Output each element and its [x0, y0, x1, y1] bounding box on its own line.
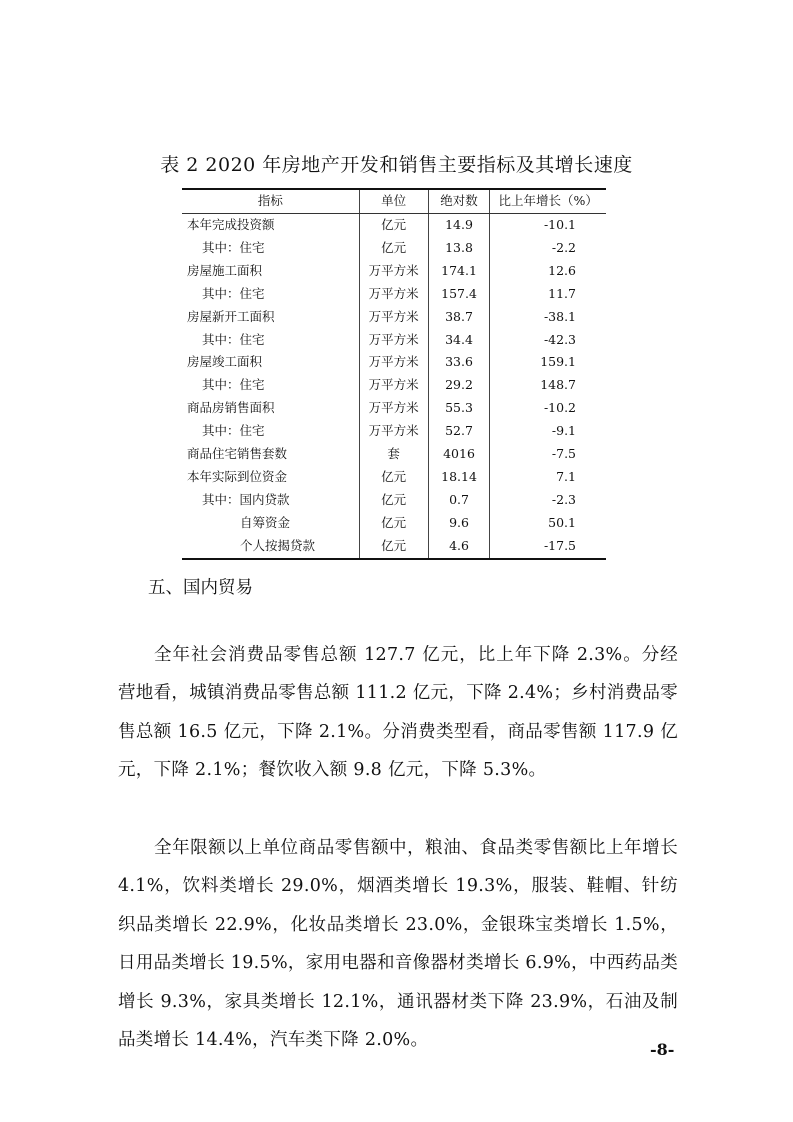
cell-indicator: 房屋新开工面积: [187, 308, 275, 324]
cell-unit: 万平方米: [359, 329, 428, 352]
table-body: [182, 214, 606, 559]
header-indicator: 指标: [182, 189, 359, 214]
table-row: [182, 466, 606, 489]
cell-unit: 万平方米: [359, 420, 428, 443]
cell-growth: -38.1: [490, 306, 606, 329]
table-row: [182, 443, 606, 466]
cell-growth: -10.2: [490, 397, 606, 420]
cell-indicator: 自筹资金: [240, 514, 291, 530]
cell-growth: -10.1: [490, 214, 606, 237]
cell-value: 9.6: [428, 512, 490, 535]
section-heading: 五、国内贸易: [148, 578, 253, 598]
cell-growth: -7.5: [490, 443, 606, 466]
cell-value: 4016: [428, 443, 490, 466]
cell-unit: 亿元: [359, 489, 428, 512]
table-row: [182, 283, 606, 306]
table-row: [182, 260, 606, 283]
table-row: [182, 535, 606, 559]
table-row: [182, 214, 606, 237]
table-header-row: [182, 189, 606, 214]
cell-value: 34.4: [428, 329, 490, 352]
cell-value: 13.8: [428, 237, 490, 260]
cell-unit: 亿元: [359, 214, 428, 237]
paragraph-retail-categories: 全年限额以上单位商品零售额中，粮油、食品类零售额比上年增长 4.1%，饮料类增长 29.0%，烟酒类增长 19.3%，服装、鞋帽、针纺织品类增长 22.9%，化妆品类增长 23.0%，金银珠宝类增长 1.5%，日用品类增长 19.5%，家用电器和音像器材类增长 6.9%，中西药品类增长 9.3%，家具类增长 12.1%，通讯器材类下降 23.9%，石油及制品类增长 14.4%，汽车类下降 2.0%。: [118, 837, 678, 1050]
table-row: [182, 512, 606, 535]
table-row: [182, 237, 606, 260]
cell-indicator: 房屋竣工面积: [187, 354, 263, 370]
cell-unit: 万平方米: [359, 306, 428, 329]
cell-indicator: 其中：住宅: [202, 423, 265, 439]
cell-growth: -2.2: [490, 237, 606, 260]
cell-indicator: 其中：国内贷款: [202, 491, 290, 507]
cell-indicator: 本年实际到位资金: [187, 468, 288, 484]
cell-value: 38.7: [428, 306, 490, 329]
real-estate-table: [182, 188, 606, 560]
paragraph-retail-total: 全年社会消费品零售总额 127.7 亿元，比上年下降 2.3%。分经营地看，城镇消费品零售总额 111.2 亿元，下降 2.4%；乡村消费品零售总额 16.5 亿元，下降 2.1%。分消费类型看，商品零售额 117.9 亿元，下降 2.1%；餐饮收入额 9.8 亿元，下降 5.3%。: [118, 644, 678, 780]
header-growth: 比上年增长（%）: [490, 189, 606, 214]
table-title: 表 2 2020 年房地产开发和销售主要指标及其增长速度: [160, 154, 633, 176]
cell-growth: 159.1: [490, 351, 606, 374]
cell-growth: 12.6: [490, 260, 606, 283]
cell-growth: -2.3: [490, 489, 606, 512]
cell-growth: -17.5: [490, 535, 606, 559]
header-value: 绝对数: [428, 189, 490, 214]
cell-growth: 7.1: [490, 466, 606, 489]
table-row: [182, 374, 606, 397]
cell-unit: 亿元: [359, 466, 428, 489]
page-number: -8-: [650, 1040, 675, 1059]
cell-indicator: 商品住宅销售套数: [187, 446, 288, 462]
cell-unit: 万平方米: [359, 397, 428, 420]
cell-unit: 万平方米: [359, 351, 428, 374]
cell-value: 174.1: [428, 260, 490, 283]
header-unit: 单位: [359, 189, 428, 214]
cell-unit: 亿元: [359, 535, 428, 559]
table-row: [182, 329, 606, 352]
cell-value: 33.6: [428, 351, 490, 374]
cell-growth: -42.3: [490, 329, 606, 352]
cell-value: 0.7: [428, 489, 490, 512]
table-row: [182, 306, 606, 329]
cell-indicator: 其中：住宅: [202, 285, 265, 301]
cell-unit: 万平方米: [359, 283, 428, 306]
cell-growth: 50.1: [490, 512, 606, 535]
table-row: [182, 351, 606, 374]
table-row: [182, 397, 606, 420]
cell-value: 55.3: [428, 397, 490, 420]
cell-indicator: 其中：住宅: [202, 239, 265, 255]
cell-value: 29.2: [428, 374, 490, 397]
cell-indicator: 其中：住宅: [202, 331, 265, 347]
cell-value: 14.9: [428, 214, 490, 237]
cell-unit: 亿元: [359, 237, 428, 260]
cell-indicator: 房屋施工面积: [187, 262, 263, 278]
cell-value: 18.14: [428, 466, 490, 489]
cell-growth: -9.1: [490, 420, 606, 443]
table-row: [182, 420, 606, 443]
cell-unit: 亿元: [359, 512, 428, 535]
cell-growth: 148.7: [490, 374, 606, 397]
cell-value: 52.7: [428, 420, 490, 443]
cell-value: 4.6: [428, 535, 490, 559]
cell-unit: 万平方米: [359, 260, 428, 283]
table-row: [182, 489, 606, 512]
cell-indicator: 本年完成投资额: [187, 217, 275, 232]
cell-indicator: 个人按揭贷款: [240, 537, 316, 553]
cell-indicator: 商品房销售面积: [187, 400, 275, 416]
cell-indicator: 其中：住宅: [202, 377, 265, 393]
cell-unit: 万平方米: [359, 374, 428, 397]
cell-value: 157.4: [428, 283, 490, 306]
cell-growth: 11.7: [490, 283, 606, 306]
cell-unit: 套: [359, 443, 428, 466]
